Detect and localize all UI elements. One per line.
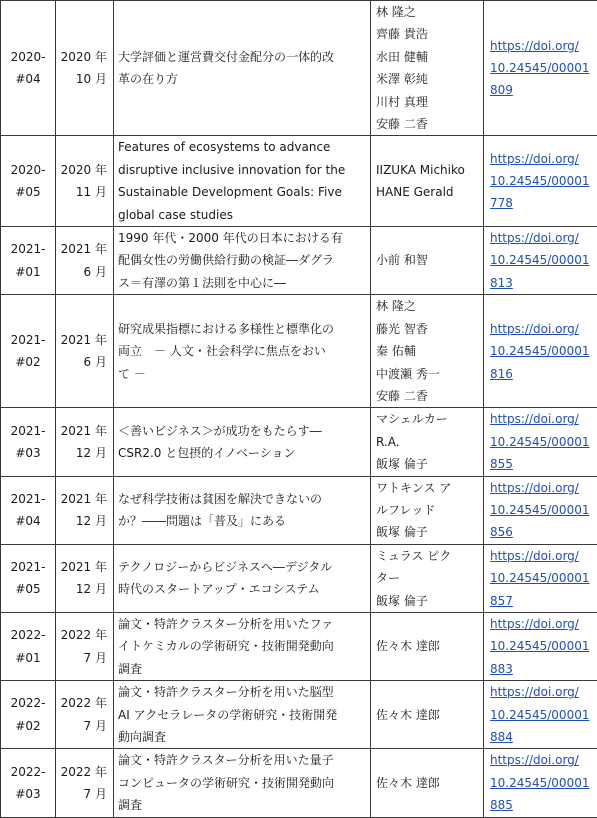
authors-line: 安藤 二香 <box>376 113 479 135</box>
report-number-line: #01 <box>5 647 51 669</box>
table-row <box>1 408 597 476</box>
authors-line: ルフレッド <box>376 499 479 521</box>
report-number-cell <box>1 544 56 612</box>
doi-link[interactable] <box>490 477 593 544</box>
publication-date-line: 2020 年 <box>60 159 107 181</box>
title-line: Features of ecosystems to advance <box>118 136 366 158</box>
publication-date-line: 7 月 <box>60 715 107 737</box>
authors-line: ター <box>376 567 479 589</box>
doi-line: 10.24545/00001 <box>490 499 593 521</box>
report-number-line: 2021- <box>5 420 51 442</box>
title-cell <box>114 544 371 612</box>
title-line: か？――問題は「普及」にある <box>118 510 366 532</box>
doi-line: 10.24545/00001 <box>490 772 593 794</box>
authors-line: ワトキンス ア <box>376 477 479 499</box>
title-line: ス＝有澤の第１法則を中心に― <box>118 272 366 294</box>
doi-line: https://doi.org/ <box>490 318 593 340</box>
authors-line: 川村 真理 <box>376 91 479 113</box>
doi-link[interactable] <box>490 318 593 385</box>
authors-line: 林 隆之 <box>376 295 479 317</box>
title-line: 調査 <box>118 658 366 680</box>
authors-cell <box>371 681 484 749</box>
authors-line: 小前 和智 <box>376 249 479 271</box>
authors-cell <box>371 612 484 680</box>
authors-line: IIZUKA Michiko <box>376 159 479 181</box>
report-number-line: #01 <box>5 261 51 283</box>
doi-line: 10.24545/00001 <box>490 635 593 657</box>
doi-line: https://doi.org/ <box>490 613 593 635</box>
authors-line: マシェルカー <box>376 408 479 430</box>
title-line: AI アクセラレータの学術研究・技術開発 <box>118 704 366 726</box>
doi-cell <box>484 612 597 680</box>
title-line: ＜善いビジネス＞が成功をもたらす― <box>118 420 366 442</box>
publication-date-cell <box>56 544 114 612</box>
report-number-line: #02 <box>5 715 51 737</box>
authors-line: 米澤 彰純 <box>376 68 479 90</box>
table-row <box>1 612 597 680</box>
doi-cell <box>484 408 597 476</box>
authors-cell <box>371 408 484 476</box>
title-cell <box>114 749 371 817</box>
title-line: 革の在り方 <box>118 68 366 90</box>
report-number-line: 2022- <box>5 624 51 646</box>
report-number-line: 2021- <box>5 556 51 578</box>
table-row <box>1 681 597 749</box>
report-number-line: #05 <box>5 181 51 203</box>
doi-cell <box>484 476 597 544</box>
table-row <box>1 1 597 136</box>
title-line: 時代のスタートアップ・エコシステム <box>118 578 366 600</box>
report-number-line: #03 <box>5 442 51 464</box>
title-line: 論文・特許クラスター分析を用いた脳型 <box>118 681 366 703</box>
doi-link[interactable] <box>490 408 593 475</box>
report-number-line: #04 <box>5 510 51 532</box>
publication-date-cell <box>56 1 114 136</box>
publication-date-line: 2022 年 <box>60 624 107 646</box>
publication-date-cell <box>56 476 114 544</box>
publication-date-line: 2021 年 <box>60 420 107 442</box>
doi-line: 856 <box>490 521 593 543</box>
doi-line: 10.24545/00001 <box>490 567 593 589</box>
doi-link[interactable] <box>490 148 593 215</box>
doi-link[interactable] <box>490 613 593 680</box>
publication-date-line: 12 月 <box>60 510 107 532</box>
publication-date-line: 7 月 <box>60 783 107 805</box>
title-line: イトケミカルの学術研究・技術開発動向 <box>118 635 366 657</box>
report-number-cell <box>1 408 56 476</box>
doi-line: https://doi.org/ <box>490 227 593 249</box>
report-number-cell <box>1 476 56 544</box>
table-row <box>1 544 597 612</box>
doi-cell <box>484 295 597 408</box>
title-cell <box>114 408 371 476</box>
title-cell <box>114 1 371 136</box>
doi-line: https://doi.org/ <box>490 477 593 499</box>
doi-line: 10.24545/00001 <box>490 340 593 362</box>
publication-date-line: 2020 年 <box>60 46 107 68</box>
publication-date-line: 11 月 <box>60 181 107 203</box>
doi-line: 10.24545/00001 <box>490 431 593 453</box>
doi-link[interactable] <box>490 749 593 816</box>
title-cell <box>114 476 371 544</box>
publication-date-cell <box>56 681 114 749</box>
doi-line: https://doi.org/ <box>490 408 593 430</box>
title-line: て － <box>118 363 366 385</box>
publication-date-line: 2022 年 <box>60 761 107 783</box>
title-line: 論文・特許クラスター分析を用いたファ <box>118 613 366 635</box>
authors-line: ミュラス ピク <box>376 545 479 567</box>
report-number-line: #02 <box>5 351 51 373</box>
title-line: 1990 年代・2000 年代の日本における有 <box>118 227 366 249</box>
doi-line: 857 <box>490 590 593 612</box>
authors-cell <box>371 476 484 544</box>
report-number-line: 2020- <box>5 46 51 68</box>
authors-line: 安藤 二香 <box>376 385 479 407</box>
table-body <box>1 1 597 818</box>
publication-date-cell <box>56 612 114 680</box>
authors-line: 中渡瀬 秀一 <box>376 363 479 385</box>
authors-line: 飯塚 倫子 <box>376 590 479 612</box>
title-line: 研究成果指標における多様性と標準化の <box>118 318 366 340</box>
doi-link[interactable] <box>490 35 593 102</box>
doi-line: 10.24545/00001 <box>490 704 593 726</box>
doi-line: 809 <box>490 79 593 101</box>
authors-line: 藤光 智香 <box>376 318 479 340</box>
authors-line: 佐々木 達郎 <box>376 635 479 657</box>
authors-line: 佐々木 達郎 <box>376 704 479 726</box>
doi-line: https://doi.org/ <box>490 749 593 771</box>
report-number-cell <box>1 227 56 295</box>
title-cell <box>114 612 371 680</box>
authors-cell <box>371 544 484 612</box>
table-row <box>1 136 597 227</box>
doi-line: 813 <box>490 272 593 294</box>
publication-date-cell <box>56 227 114 295</box>
doi-line: https://doi.org/ <box>490 148 593 170</box>
report-number-line: 2021- <box>5 329 51 351</box>
doi-line: 883 <box>490 658 593 680</box>
publication-date-cell <box>56 408 114 476</box>
report-number-line: 2022- <box>5 761 51 783</box>
title-line: 配偶女性の労働供給行動の検証―ダグラ <box>118 249 366 271</box>
title-cell <box>114 136 371 227</box>
title-cell <box>114 227 371 295</box>
publication-date-line: 12 月 <box>60 442 107 464</box>
doi-cell <box>484 544 597 612</box>
report-number-cell <box>1 295 56 408</box>
doi-cell <box>484 749 597 817</box>
authors-line: 秦 佑輔 <box>376 340 479 362</box>
report-number-line: 2020- <box>5 159 51 181</box>
title-line: CSR2.0 と包摂的イノベーション <box>118 442 366 464</box>
title-cell <box>114 295 371 408</box>
authors-cell <box>371 295 484 408</box>
doi-link[interactable] <box>490 681 593 748</box>
authors-line: 佐々木 達郎 <box>376 772 479 794</box>
doi-cell <box>484 681 597 749</box>
publication-date-line: 7 月 <box>60 647 107 669</box>
doi-line: 816 <box>490 363 593 385</box>
title-line: 調査 <box>118 794 366 816</box>
publication-date-cell <box>56 136 114 227</box>
report-number-cell <box>1 749 56 817</box>
publication-date-line: 10 月 <box>60 68 107 90</box>
title-line: 大学評価と運営費交付金配分の一体的改 <box>118 46 366 68</box>
publication-date-line: 2021 年 <box>60 488 107 510</box>
publication-date-line: 2021 年 <box>60 556 107 578</box>
doi-line: 855 <box>490 453 593 475</box>
doi-line: 778 <box>490 192 593 214</box>
report-number-line: #03 <box>5 783 51 805</box>
table-row <box>1 749 597 817</box>
title-line: 論文・特許クラスター分析を用いた量子 <box>118 749 366 771</box>
doi-line: https://doi.org/ <box>490 681 593 703</box>
doi-line: https://doi.org/ <box>490 545 593 567</box>
authors-cell <box>371 136 484 227</box>
publication-date-cell <box>56 749 114 817</box>
doi-cell <box>484 136 597 227</box>
authors-line: 齊藤 貴浩 <box>376 23 479 45</box>
authors-line: 飯塚 倫子 <box>376 453 479 475</box>
report-number-cell <box>1 612 56 680</box>
report-number-line: #05 <box>5 578 51 600</box>
table-row <box>1 476 597 544</box>
title-line: global case studies <box>118 204 366 226</box>
title-line: 両立 － 人文・社会科学に焦点をおい <box>118 340 366 362</box>
title-line: 動向調査 <box>118 726 366 748</box>
report-number-cell <box>1 1 56 136</box>
authors-cell <box>371 227 484 295</box>
title-line: コンピュータの学術研究・技術開発動向 <box>118 772 366 794</box>
report-number-cell <box>1 681 56 749</box>
report-number-line: 2021- <box>5 238 51 260</box>
table-row <box>1 227 597 295</box>
publication-date-line: 2022 年 <box>60 692 107 714</box>
authors-line: 水田 健輔 <box>376 46 479 68</box>
authors-line: R.A. <box>376 431 479 453</box>
publication-date-line: 12 月 <box>60 578 107 600</box>
title-line: なぜ科学技術は貧困を解決できないの <box>118 488 366 510</box>
publication-date-line: 2021 年 <box>60 238 107 260</box>
doi-line: 10.24545/00001 <box>490 170 593 192</box>
report-number-cell <box>1 136 56 227</box>
report-number-line: 2022- <box>5 692 51 714</box>
publication-date-line: 2021 年 <box>60 329 107 351</box>
doi-line: 884 <box>490 726 593 748</box>
title-cell <box>114 681 371 749</box>
authors-line: 飯塚 倫子 <box>376 521 479 543</box>
title-line: テクノロジーからビジネスへ―デジタル <box>118 556 366 578</box>
authors-line: 林 隆之 <box>376 1 479 23</box>
doi-link[interactable] <box>490 227 593 294</box>
doi-line: 10.24545/00001 <box>490 57 593 79</box>
authors-cell <box>371 749 484 817</box>
publication-date-line: 6 月 <box>60 351 107 373</box>
table-row <box>1 295 597 408</box>
doi-line: 10.24545/00001 <box>490 249 593 271</box>
doi-line: 885 <box>490 794 593 816</box>
title-line: Sustainable Development Goals: Five <box>118 181 366 203</box>
doi-line: https://doi.org/ <box>490 35 593 57</box>
doi-cell <box>484 227 597 295</box>
authors-line: HANE Gerald <box>376 181 479 203</box>
doi-link[interactable] <box>490 545 593 612</box>
publication-date-cell <box>56 295 114 408</box>
title-line: disruptive inclusive innovation for the <box>118 159 366 181</box>
publication-date-line: 6 月 <box>60 261 107 283</box>
authors-cell <box>371 1 484 136</box>
report-number-line: #04 <box>5 68 51 90</box>
report-number-line: 2021- <box>5 488 51 510</box>
doi-cell <box>484 1 597 136</box>
